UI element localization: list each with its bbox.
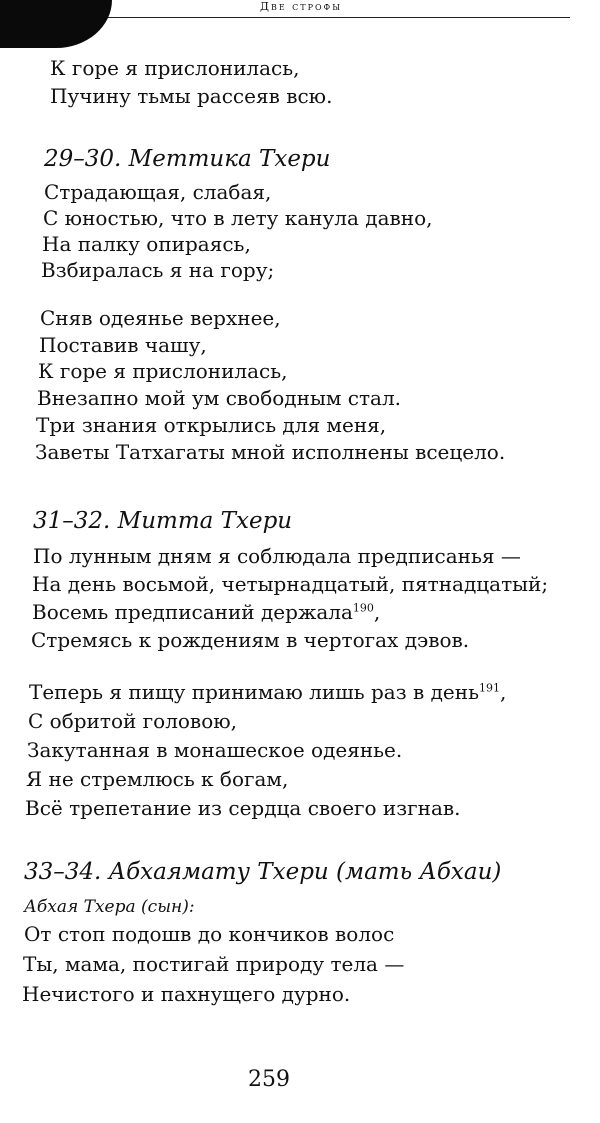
page-number: 259 bbox=[248, 1067, 290, 1092]
verse-line: Закутанная в монашеское одеянье. bbox=[27, 738, 403, 762]
verse-line: Поставив чашу, bbox=[39, 333, 207, 357]
verse-line: К горе я прислонилась, bbox=[38, 359, 288, 383]
verse-line bbox=[29, 680, 506, 704]
verse-line: Три знания открылись для меня, bbox=[36, 413, 387, 437]
verse-line: Ты, мама, постигай природу тела — bbox=[23, 952, 405, 976]
verse-line: Пучину тьмы рассеяв всю. bbox=[50, 84, 333, 108]
speaker-label: Абхая Тхера (сын): bbox=[24, 897, 195, 917]
verse-line: По лунным дням я соблюдала предписанья — bbox=[33, 544, 521, 568]
verse-line: Стремясь к рождениям в чертогах дэвов. bbox=[31, 628, 470, 652]
scan-corner-blot bbox=[0, 0, 112, 48]
verse-line: Я не стремлюсь к богам, bbox=[26, 767, 289, 791]
verse-punct: , bbox=[373, 600, 381, 624]
verse-line: От стоп подошв до кончиков волос bbox=[24, 922, 395, 946]
verse-line: К горе я прислонилась, bbox=[50, 56, 300, 80]
verse-line: Сняв одеянье верхнее, bbox=[40, 306, 281, 330]
verse-line: Всё трепетание из сердца своего изгнав. bbox=[25, 796, 461, 820]
verse-line: С обритой головою, bbox=[28, 709, 238, 733]
section-heading-29-30: 29–30. Меттика Тхери bbox=[44, 146, 331, 172]
running-head: Две строфы bbox=[260, 0, 343, 13]
verse-line bbox=[32, 600, 380, 624]
verse-line: Нечистого и пахнущего дурно. bbox=[22, 982, 351, 1006]
header-rule bbox=[108, 17, 570, 18]
verse-line: Взбиралась я на гору; bbox=[41, 258, 275, 282]
section-heading-31-32: 31–32. Митта Тхери bbox=[33, 508, 293, 534]
verse-line: Заветы Татхагаты мной исполнены всецело. bbox=[35, 440, 506, 464]
footnote-ref-190: 190 bbox=[352, 601, 374, 615]
footnote-ref-191: 191 bbox=[478, 681, 500, 695]
verse-line: Внезапно мой ум свободным стал. bbox=[37, 386, 402, 410]
verse-line: С юностью, что в лету канула давно, bbox=[43, 206, 433, 230]
verse-line: На палку опираясь, bbox=[42, 232, 251, 256]
verse-line: Страдающая, слабая, bbox=[44, 180, 272, 204]
verse-text: Восемь предписаний держала bbox=[32, 600, 353, 624]
verse-line: На день восьмой, четырнадцатый, пятнадцатый; bbox=[32, 572, 549, 596]
verse-text: Теперь я пищу принимаю лишь раз в день bbox=[29, 680, 479, 704]
verse-punct: , bbox=[499, 680, 507, 704]
section-heading-33-34: 33–34. Абхаямату Тхери (мать Абхаи) bbox=[24, 859, 502, 885]
